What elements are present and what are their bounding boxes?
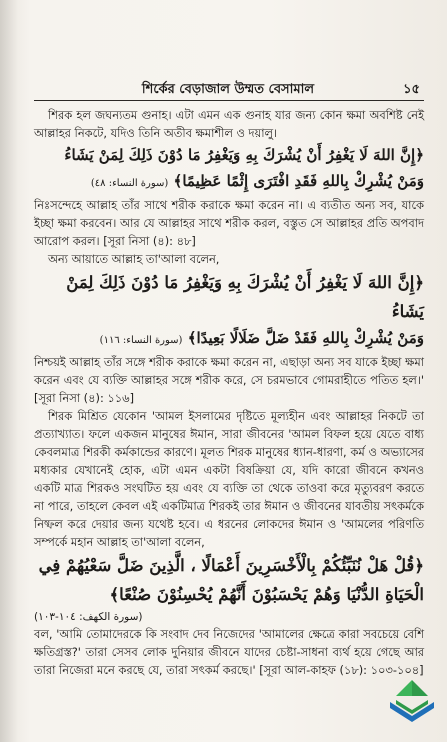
surah-reference-2: (سورة النساء: ١١٦): [99, 335, 183, 346]
surah-reference-3: (سورة الكهف: ١٠٤-١٠٣): [34, 611, 143, 623]
paragraph-translation-3: বল, 'আমি তোমাদেরকে কি সংবাদ দেব নিজেদের 'আমালের ক্ষেত্রে কারা সবচেয়ে বেশি ক্ষতিগ্রস্ত?' তারা সেসব লোক দুনিয়ার জীবনে যাদের চেষ্টা-সাধনা ব্যর্থ হয়ে গেছে আর তারা নিজেরা মনে করছে যে, তারা সৎকর্ম করছে।' [সূরা আল-কাহফ (১৮): ১০৩-১০৪]: [34, 627, 424, 677]
paragraph-shirk-explanation: শিরক মিশ্রিত যেকোন 'আমল ইসলামের দৃষ্টিতে মূল্যহীন এবং আল্লাহর নিকটে তা প্রত্যাখ্যাত। ফলে একজন মানুষের ঈমান, সারা জীবনের 'আমল বিফল হয়ে যেতে বাধ্য কেবলমাত্র শিরকী কর্মকান্ডের কারণে। মূলত শিরক মানুষের ধ্যান-ধারণা, কর্ম ও অভ্যাসের মধ্যকার যেখানেই হোক, এটা এমন একটা বিষক্রিয়া যে, যদি কারো জীবনে কখনও একটি মাত্র শিরকও সংঘটিত হয় এবং যে ব্যক্তি তা থেকে তাওবা করে মৃত্যুবরণ করতে না পারে, তাহলে কেবল এই একটিমাত্র শিরকই তার ঈমান ও জীবনের যাবতীয় সৎকর্মকে নিষ্ফল করে দেয়ার জন্য যথেষ্ট হবে। এ ধরনের লোকদের ঈমান ও 'আমলের পরিণতি সম্পর্কে মহান আল্লাহ তা'আলা বলেন,: [34, 409, 424, 549]
page-header: [34, 78, 422, 100]
gutter-shadow: [0, 0, 18, 742]
arabic-verse-2: وَمَنْ يُشْرِكْ بِاللهِ فَقَدِ افْتَرَى إِثْمًا عَظِيمًا﴾: [173, 172, 424, 190]
page-body: [34, 106, 424, 679]
arabic-verse-5: ﴿قُلْ هَلْ نُنَبِّئُكُمْ بِالْأَخْسَرِينَ أَعْمَالًا ، الَّذِينَ ضَلَّ سَعْيُهُمْ فِي: [38, 556, 424, 575]
arabic-verse-1: ﴿إِنَّ اللهَ لَا يَغْفِرُ أَنْ يُشْرَكَ بِهِ وَيَغْفِرُ مَا دُوْنَ ذَلِكَ لِمَنْ يَشَاءُ: [64, 146, 424, 164]
paragraph-another-verse: অন্য আয়াতে আল্লাহ তা'আলা বলেন,: [48, 252, 220, 266]
paragraph-intro: শিরক হল জঘন্যতম গুনাহ। এটা এমন এক গুনাহ যার জন্য কোন ক্ষমা অবশিষ্ট নেই আল্লাহর নিকটে, যদিও তিনি অতীব ক্ষমাশীল ও দয়ালু।: [34, 108, 424, 140]
header-divider: [34, 100, 424, 101]
paragraph-translation-2: নিশ্চয়ই আল্লাহ তাঁর সঙ্গে শরীক করাকে ক্ষমা করেন না, এছাড়া অন্য সব যাকে ইচ্ছা ক্ষমা করেন এবং যে ব্যক্তি আল্লাহর সঙ্গে শরীক করে, সে চরমভাবে গোমরাহীতে পতিত হল।' [সূরা নিসা (৪): ১১৬]: [34, 355, 424, 405]
surah-reference-1: (سورة النساء: ٤٨): [90, 178, 169, 189]
running-title: শির্কের বেড়াজাল উম্মত বেসামাল: [141, 82, 315, 97]
arabic-verse-4-line: [34, 326, 424, 353]
arabic-verse-4: وَمَنْ يُشْرِكْ بِاللهِ فَقَدْ ضَلَّ ضَلَالًا بَعِيدًا﴾: [187, 329, 424, 347]
paragraph-translation-1: নিঃসন্দেহে আল্লাহ তাঁর সাথে শরীক করাকে ক্ষমা করেন না। এ ব্যতীত অন্য সব, যাকে ইচ্ছা ক্ষমা করবেন। আর যে আল্লাহর সাথে শরীক করল, বস্তুত সে আল্লাহর প্রতি অপবাদ আরোপ করল। [সূরা নিসা (৪): ৪৮]: [34, 198, 424, 248]
publisher-logo-icon: [384, 676, 440, 732]
page-number: ১৫: [403, 82, 420, 97]
arabic-verse-6: الْحَيَاةِ الدُّنْيَا وَهُمْ يَحْسَبُوْنَ أَنَّهُمْ يُحْسِنُوْنَ صُنْعًا﴾: [109, 585, 424, 604]
arabic-verse-2-line: [34, 169, 424, 196]
arabic-verse-3: ﴿إِنَّ اللهَ لَا يَغْفِرُ أَنْ يُشْرَكَ بِهِ وَيَغْفِرُ مَا دُوْنَ ذَلِكَ لِمَنْ يَشَاءُ: [66, 273, 424, 321]
